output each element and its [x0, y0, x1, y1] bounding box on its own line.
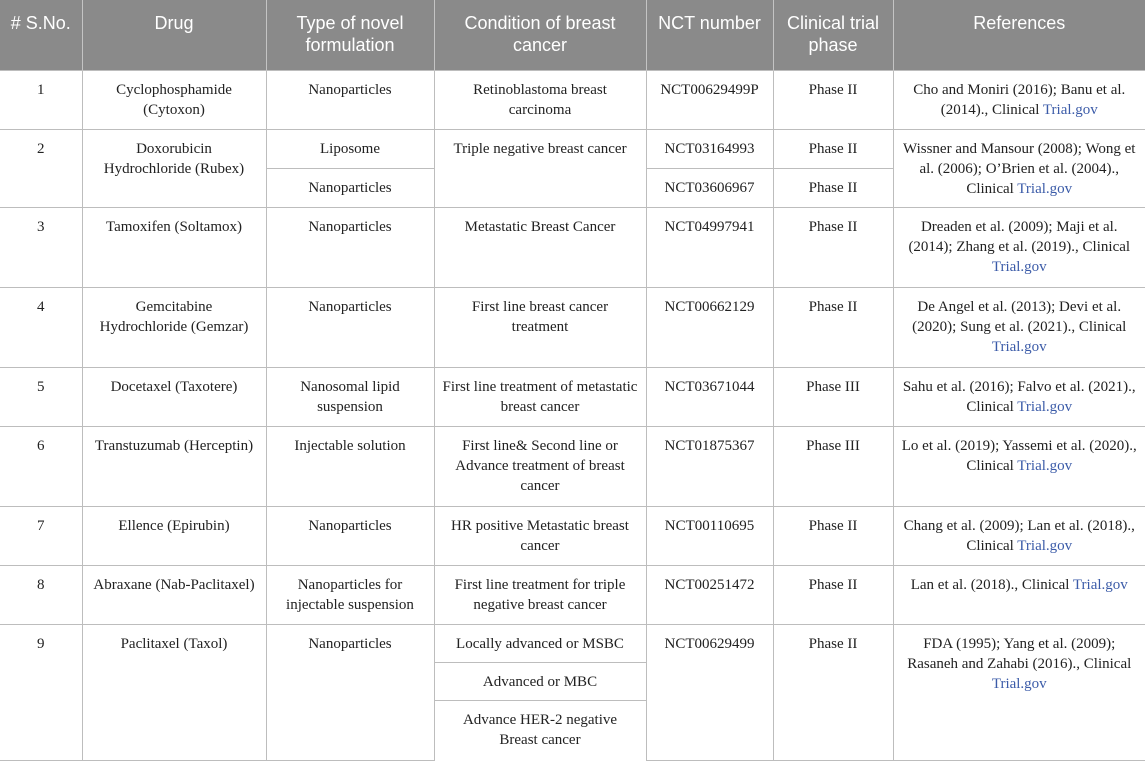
trial-gov-link[interactable]: Trial.gov — [1017, 180, 1073, 197]
table-row — [0, 565, 1145, 624]
header-sno: # S.No. — [0, 0, 82, 70]
nct-cell: NCT01875367 — [646, 426, 773, 506]
sno-cell: 7 — [0, 506, 82, 565]
phase-cell: Phase II — [773, 624, 893, 760]
condition-cell: First line treatment for triple negative breast cancer — [434, 565, 646, 624]
table-row — [0, 287, 1145, 367]
phase-cell: Phase II — [773, 168, 893, 207]
references-cell — [893, 624, 1145, 760]
type-cell: Nanoparticles — [266, 287, 434, 367]
header-phase: Clinical trial phase — [773, 0, 893, 70]
condition-cell: Advance HER-2 negative Breast cancer — [434, 700, 646, 760]
trial-gov-link[interactable]: Trial.gov — [1072, 576, 1128, 593]
table-row — [0, 207, 1145, 287]
reference-text: Dreaden et al. (2009); Maji et al. (2014); Zhang et al. (2019)., Clinical — [908, 218, 1131, 255]
nct-cell: NCT00662129 — [646, 287, 773, 367]
table-row — [0, 506, 1145, 565]
type-cell: Liposome — [266, 129, 434, 168]
references-cell — [893, 426, 1145, 506]
reference-text: De Angel et al. (2013); Devi et al. (2020); Sung et al. (2021)., Clinical — [912, 298, 1127, 335]
condition-cell: Metastatic Breast Cancer — [434, 207, 646, 287]
phase-cell: Phase III — [773, 367, 893, 426]
nct-cell: NCT03671044 — [646, 367, 773, 426]
references-cell — [893, 70, 1145, 129]
type-cell: Nanoparticles — [266, 70, 434, 129]
type-cell: Nanoparticles for injectable suspension — [266, 565, 434, 624]
drug-cell: Tamoxifen (Soltamox) — [82, 207, 266, 287]
reference-text: Chang et al. (2009); Lan et al. (2018)., Clinical — [903, 517, 1135, 554]
condition-cell: First line treatment of metastatic breast cancer — [434, 367, 646, 426]
sno-cell: 1 — [0, 70, 82, 129]
trial-gov-link[interactable]: Trial.gov — [991, 258, 1047, 275]
table-row — [0, 129, 1145, 168]
reference-text: FDA (1995); Yang et al. (2009); Rasaneh and Zahabi (2016)., Clinical — [907, 635, 1132, 672]
drug-cell: Ellence (Epirubin) — [82, 506, 266, 565]
phase-cell: Phase II — [773, 70, 893, 129]
references-cell — [893, 129, 1145, 207]
drug-cell: Docetaxel (Taxotere) — [82, 367, 266, 426]
sno-cell: 5 — [0, 367, 82, 426]
condition-cell: Advanced or MBC — [434, 662, 646, 700]
trial-gov-link[interactable]: Trial.gov — [1017, 537, 1073, 554]
table-row — [0, 426, 1145, 506]
condition-cell: First line& Second line or Advance treatment of breast cancer — [434, 426, 646, 506]
nct-cell: NCT00251472 — [646, 565, 773, 624]
trial-gov-link[interactable]: Trial.gov — [991, 675, 1047, 692]
drug-cell: Transtuzumab (Herceptin) — [82, 426, 266, 506]
nct-cell: NCT00110695 — [646, 506, 773, 565]
drug-cell: Abraxane (Nab-Paclitaxel) — [82, 565, 266, 624]
type-cell: Nanoparticles — [266, 207, 434, 287]
nct-cell: NCT00629499P — [646, 70, 773, 129]
condition-cell: First line breast cancer treatment — [434, 287, 646, 367]
nct-cell: NCT03606967 — [646, 168, 773, 207]
nct-cell: NCT04997941 — [646, 207, 773, 287]
trial-gov-link[interactable]: Trial.gov — [1017, 398, 1073, 415]
sno-cell: 9 — [0, 624, 82, 760]
references-cell — [893, 506, 1145, 565]
sno-cell: 6 — [0, 426, 82, 506]
reference-text: Sahu et al. (2016); Falvo et al. (2021)., Clinical — [902, 378, 1136, 415]
phase-cell: Phase II — [773, 506, 893, 565]
header-references: References — [893, 0, 1145, 70]
header-condition: Condition of breast cancer — [434, 0, 646, 70]
sno-cell: 4 — [0, 287, 82, 367]
header-nct: NCT number — [646, 0, 773, 70]
table-row — [0, 367, 1145, 426]
header-type: Type of novel formulation — [266, 0, 434, 70]
type-cell: Nanoparticles — [266, 506, 434, 565]
header-drug: Drug — [82, 0, 266, 70]
reference-text: Cho and Moniri (2016); Banu et al. (2014)., Clinical — [913, 81, 1126, 118]
references-cell — [893, 207, 1145, 287]
type-cell: Nanoparticles — [266, 624, 434, 760]
condition-cell: Triple negative breast cancer — [434, 129, 646, 207]
references-cell — [893, 367, 1145, 426]
sno-cell: 2 — [0, 129, 82, 207]
condition-cell: HR positive Metastatic breast cancer — [434, 506, 646, 565]
drug-cell: Doxorubicin Hydrochloride (Rubex) — [82, 129, 266, 207]
sno-cell: 8 — [0, 565, 82, 624]
phase-cell: Phase III — [773, 426, 893, 506]
references-cell — [893, 287, 1145, 367]
reference-text: Wissner and Mansour (2008); Wong et al. (2006); O’Brien et al. (2004)., Clinical — [903, 140, 1136, 197]
table-row — [0, 624, 1145, 662]
reference-text: Lo et al. (2019); Yassemi et al. (2020)., Clinical — [901, 437, 1137, 474]
phase-cell: Phase II — [773, 129, 893, 168]
trial-gov-link[interactable]: Trial.gov — [1042, 101, 1098, 118]
type-cell: Nanoparticles — [266, 168, 434, 207]
drug-cell: Paclitaxel (Taxol) — [82, 624, 266, 760]
trial-gov-link[interactable]: Trial.gov — [991, 338, 1047, 355]
references-cell — [893, 565, 1145, 624]
condition-cell: Retinoblastoma breast carcinoma — [434, 70, 646, 129]
phase-cell: Phase II — [773, 287, 893, 367]
sno-cell: 3 — [0, 207, 82, 287]
reference-text: Lan et al. (2018)., Clinical — [910, 576, 1073, 593]
drug-cell: Gemcitabine Hydrochloride (Gemzar) — [82, 287, 266, 367]
table-row — [0, 70, 1145, 129]
type-cell: Injectable solution — [266, 426, 434, 506]
condition-cell: Locally advanced or MSBC — [434, 624, 646, 662]
phase-cell: Phase II — [773, 565, 893, 624]
header-row — [0, 0, 1145, 70]
trial-gov-link[interactable]: Trial.gov — [1017, 457, 1073, 474]
phase-cell: Phase II — [773, 207, 893, 287]
drug-cell: Cyclophosphamide (Cytoxon) — [82, 70, 266, 129]
nct-cell: NCT03164993 — [646, 129, 773, 168]
type-cell: Nanosomal lipid suspension — [266, 367, 434, 426]
nct-cell: NCT00629499 — [646, 624, 773, 760]
